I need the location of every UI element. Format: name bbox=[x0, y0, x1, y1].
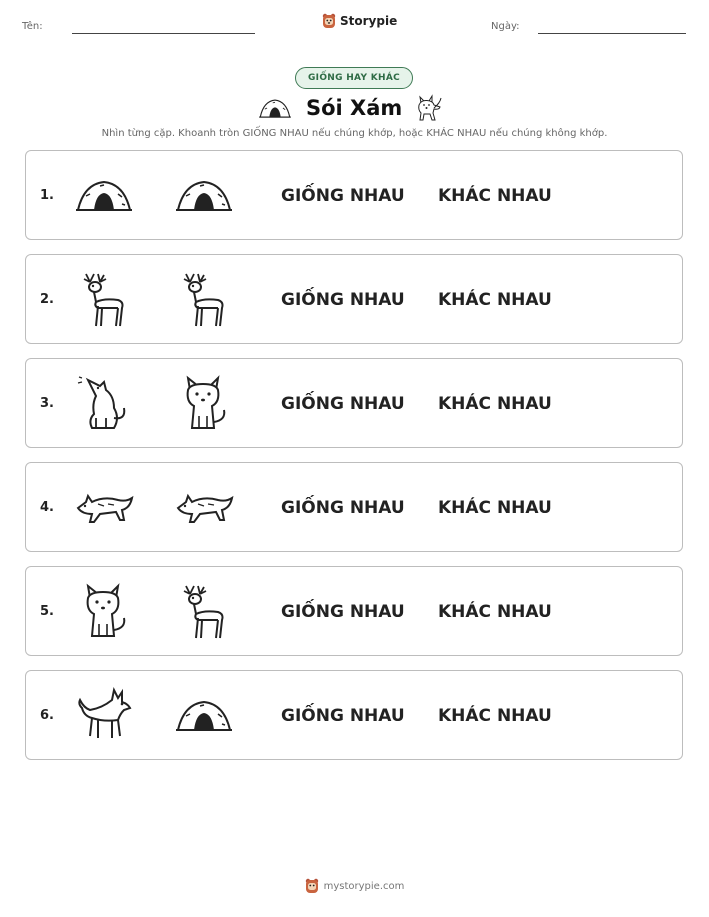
option-different[interactable]: KHÁC NHAU bbox=[438, 602, 552, 622]
question-row-4 bbox=[25, 462, 683, 552]
logo-text: Storypie bbox=[340, 14, 398, 28]
option-different[interactable]: KHÁC NHAU bbox=[438, 290, 552, 310]
cave-icon bbox=[74, 166, 134, 226]
question-number: 4. bbox=[40, 500, 54, 515]
question-number: 6. bbox=[40, 708, 54, 723]
deer-icon bbox=[174, 270, 234, 330]
cave-icon bbox=[174, 686, 234, 746]
name-line[interactable] bbox=[72, 33, 255, 34]
option-same[interactable]: GIỐNG NHAU bbox=[281, 602, 405, 622]
prowling-wolf-icon bbox=[174, 478, 234, 538]
howling-wolf-icon bbox=[74, 374, 134, 434]
footer bbox=[0, 878, 709, 894]
worksheet-type-badge: GIỐNG HAY KHÁC bbox=[295, 67, 413, 89]
wolf-cub-icon bbox=[414, 92, 444, 124]
option-same[interactable]: GIỐNG NHAU bbox=[281, 706, 405, 726]
option-same[interactable]: GIỐNG NHAU bbox=[281, 290, 405, 310]
deer-icon bbox=[174, 582, 234, 642]
deer-icon bbox=[74, 270, 134, 330]
question-number: 2. bbox=[40, 292, 54, 307]
question-row-5 bbox=[25, 566, 683, 656]
question-row-3 bbox=[25, 358, 683, 448]
option-same[interactable]: GIỐNG NHAU bbox=[281, 498, 405, 518]
option-different[interactable]: KHÁC NHAU bbox=[438, 706, 552, 726]
cave-icon bbox=[258, 96, 292, 120]
question-number: 1. bbox=[40, 188, 54, 203]
option-different[interactable]: KHÁC NHAU bbox=[438, 498, 552, 518]
option-same[interactable]: GIỐNG NHAU bbox=[281, 394, 405, 414]
footer-url[interactable]: mystorypie.com bbox=[323, 880, 405, 892]
standing-wolf-icon bbox=[74, 686, 134, 746]
sitting-wolf-icon bbox=[74, 582, 134, 642]
bear-logo-icon bbox=[322, 13, 336, 29]
bear-logo-icon bbox=[305, 878, 319, 894]
option-different[interactable]: KHÁC NHAU bbox=[438, 186, 552, 206]
name-label: Tên: bbox=[22, 21, 43, 32]
question-row-1 bbox=[25, 150, 683, 240]
cave-icon bbox=[174, 166, 234, 226]
sitting-wolf-icon bbox=[174, 374, 234, 434]
page-title: Sói Xám bbox=[306, 96, 403, 120]
instructions: Nhìn từng cặp. Khoanh tròn GIỐNG NHAU nếu chúng khớp, hoặc KHÁC NHAU nếu chúng không khớp. bbox=[101, 128, 608, 139]
title-row bbox=[258, 91, 444, 125]
date-line[interactable] bbox=[538, 33, 686, 34]
storypie-logo bbox=[322, 13, 397, 29]
prowling-wolf-icon bbox=[74, 478, 134, 538]
question-number: 3. bbox=[40, 396, 54, 411]
option-different[interactable]: KHÁC NHAU bbox=[438, 394, 552, 414]
date-label: Ngày: bbox=[491, 21, 520, 32]
option-same[interactable]: GIỐNG NHAU bbox=[281, 186, 405, 206]
question-row-6 bbox=[25, 670, 683, 760]
question-number: 5. bbox=[40, 604, 54, 619]
question-row-2 bbox=[25, 254, 683, 344]
